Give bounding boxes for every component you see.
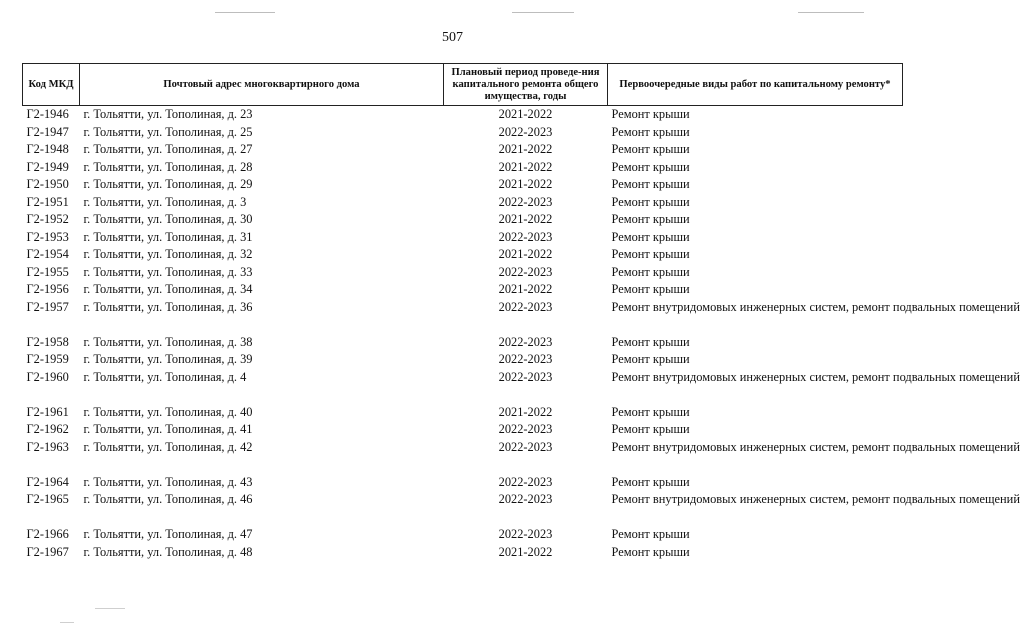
cell-works: Ремонт крыши <box>611 159 690 174</box>
cell-address: г. Тольятти, ул. Тополиная, д. 3 <box>83 194 247 209</box>
table-row <box>23 404 903 422</box>
table-row <box>23 299 903 334</box>
table-row <box>23 369 903 404</box>
cell-works: Ремонт крыши <box>611 142 690 156</box>
cell-period: 2022-2023 <box>498 492 553 506</box>
table-row <box>23 281 903 299</box>
cell-works: Ремонт внутридомовых инженерных систем, ремонт подвальных помещений <box>611 492 1020 506</box>
cell-period: 2021-2022 <box>498 404 553 419</box>
cell-period: 2022-2023 <box>498 124 553 139</box>
cell-code: Г2-1960 <box>26 369 69 384</box>
header-code: Код МКД <box>23 64 80 106</box>
cell-works: Ремонт крыши <box>611 527 690 541</box>
cell-code: Г2-1961 <box>26 404 69 419</box>
header-address: Почтовый адрес многоквартирного дома <box>80 64 444 106</box>
cell-period: 2021-2022 <box>498 142 553 156</box>
cell-code: Г2-1964 <box>26 474 69 489</box>
cell-works: Ремонт крыши <box>611 124 690 139</box>
cell-code: Г2-1948 <box>26 142 69 156</box>
cell-address: г. Тольятти, ул. Тополиная, д. 33 <box>83 264 253 279</box>
table-row <box>23 544 903 562</box>
cell-code: Г2-1947 <box>26 124 69 139</box>
cell-works: Ремонт крыши <box>611 212 690 226</box>
table-row <box>23 439 903 474</box>
cell-period: 2021-2022 <box>498 282 553 296</box>
cell-address: г. Тольятти, ул. Тополиная, д. 30 <box>83 212 253 226</box>
cell-works: Ремонт внутридомовых инженерных систем, ремонт подвальных помещений <box>611 299 1020 314</box>
cell-period: 2022-2023 <box>498 299 553 314</box>
cell-address: г. Тольятти, ул. Тополиная, д. 4 <box>83 369 247 384</box>
cell-address: г. Тольятти, ул. Тополиная, д. 39 <box>83 352 253 366</box>
cell-works: Ремонт крыши <box>611 422 690 436</box>
cell-period: 2022-2023 <box>498 474 553 489</box>
cell-period: 2022-2023 <box>498 422 553 436</box>
scan-artifact-center <box>512 12 574 13</box>
cell-address: г. Тольятти, ул. Тополиная, д. 23 <box>83 107 253 121</box>
cell-works: Ремонт крыши <box>611 177 690 191</box>
table-row <box>23 491 903 526</box>
table-row <box>23 124 903 142</box>
table-row <box>23 246 903 264</box>
table-row <box>23 334 903 352</box>
scan-artifact-right <box>798 12 864 13</box>
cell-address: г. Тольятти, ул. Тополиная, д. 32 <box>83 247 253 261</box>
table-row <box>23 351 903 369</box>
table-row <box>23 526 903 544</box>
table-row <box>23 176 903 194</box>
cell-period: 2021-2022 <box>498 159 553 174</box>
cell-address: г. Тольятти, ул. Тополиная, д. 42 <box>83 439 253 454</box>
cell-works: Ремонт крыши <box>611 544 690 559</box>
cell-code: Г2-1959 <box>26 352 69 366</box>
cell-works: Ремонт внутридомовых инженерных систем, ремонт подвальных помещений <box>611 439 1020 454</box>
scan-speck <box>95 608 125 609</box>
cell-code: Г2-1966 <box>26 527 69 541</box>
table-row <box>23 421 903 439</box>
cell-code: Г2-1952 <box>26 212 69 226</box>
cell-works: Ремонт внутридомовых инженерных систем, ремонт подвальных помещений <box>611 369 1020 384</box>
cell-works: Ремонт крыши <box>611 247 690 261</box>
cell-address: г. Тольятти, ул. Тополиная, д. 43 <box>83 474 253 489</box>
cell-works: Ремонт крыши <box>611 107 690 121</box>
cell-code: Г2-1949 <box>26 159 69 174</box>
cell-address: г. Тольятти, ул. Тополиная, д. 28 <box>83 159 253 174</box>
cell-works: Ремонт крыши <box>611 352 690 366</box>
cell-code: Г2-1951 <box>26 194 69 209</box>
table-row <box>23 211 903 229</box>
cell-address: г. Тольятти, ул. Тополиная, д. 34 <box>83 282 253 296</box>
cell-address: г. Тольятти, ул. Тополиная, д. 25 <box>83 124 253 139</box>
page-number: 507 <box>442 30 463 45</box>
cell-works: Ремонт крыши <box>611 334 690 349</box>
cell-code: Г2-1957 <box>26 299 69 314</box>
cell-code: Г2-1958 <box>26 334 69 349</box>
cell-works: Ремонт крыши <box>611 194 690 209</box>
cell-period: 2021-2022 <box>498 177 553 191</box>
header-works: Первоочередные виды работ по капитальному ремонту* <box>608 64 903 106</box>
cell-period: 2022-2023 <box>498 439 553 454</box>
cell-address: г. Тольятти, ул. Тополиная, д. 46 <box>83 492 253 506</box>
cell-code: Г2-1956 <box>26 282 69 296</box>
table-row <box>23 159 903 177</box>
scan-artifact-left <box>215 12 275 13</box>
table-header-row <box>23 64 903 106</box>
scan-speck <box>60 622 74 623</box>
cell-code: Г2-1967 <box>26 544 69 559</box>
cell-period: 2022-2023 <box>498 264 553 279</box>
cell-code: Г2-1963 <box>26 439 69 454</box>
cell-period: 2022-2023 <box>498 229 553 244</box>
cell-code: Г2-1954 <box>26 247 69 261</box>
cell-period: 2022-2023 <box>498 369 553 384</box>
cell-period: 2022-2023 <box>498 194 553 209</box>
cell-address: г. Тольятти, ул. Тополиная, д. 36 <box>83 299 253 314</box>
cell-address: г. Тольятти, ул. Тополиная, д. 27 <box>83 142 253 156</box>
table-row <box>23 141 903 159</box>
cell-address: г. Тольятти, ул. Тополиная, д. 31 <box>83 229 253 244</box>
cell-code: Г2-1965 <box>26 492 69 506</box>
cell-address: г. Тольятти, ул. Тополиная, д. 47 <box>83 527 253 541</box>
cell-code: Г2-1962 <box>26 422 69 436</box>
cell-works: Ремонт крыши <box>611 229 690 244</box>
cell-period: 2022-2023 <box>498 527 553 541</box>
cell-period: 2021-2022 <box>498 544 553 559</box>
cell-code: Г2-1955 <box>26 264 69 279</box>
cell-address: г. Тольятти, ул. Тополиная, д. 29 <box>83 177 253 191</box>
cell-period: 2022-2023 <box>498 352 553 366</box>
cell-works: Ремонт крыши <box>611 474 690 489</box>
cell-code: Г2-1950 <box>26 177 69 191</box>
table-row <box>23 106 903 124</box>
cell-address: г. Тольятти, ул. Тополиная, д. 40 <box>83 404 253 419</box>
cell-period: 2021-2022 <box>498 212 553 226</box>
cell-code: Г2-1946 <box>26 107 69 121</box>
table-body <box>23 106 1020 562</box>
cell-period: 2022-2023 <box>498 334 553 349</box>
table-row <box>23 194 903 212</box>
cell-works: Ремонт крыши <box>611 264 690 279</box>
table-row <box>23 474 903 492</box>
cell-address: г. Тольятти, ул. Тополиная, д. 41 <box>83 422 253 436</box>
cell-works: Ремонт крыши <box>611 404 690 419</box>
cell-works: Ремонт крыши <box>611 282 690 296</box>
capital-repair-table <box>22 63 1020 561</box>
table-row <box>23 229 903 247</box>
cell-address: г. Тольятти, ул. Тополиная, д. 38 <box>83 334 253 349</box>
table-row <box>23 264 903 282</box>
cell-period: 2021-2022 <box>498 247 553 261</box>
cell-address: г. Тольятти, ул. Тополиная, д. 48 <box>83 544 253 559</box>
cell-period: 2021-2022 <box>498 107 553 121</box>
header-period: Плановый период проведе-ния капитального ремонта общего имущества, годы <box>444 64 608 106</box>
cell-code: Г2-1953 <box>26 229 69 244</box>
